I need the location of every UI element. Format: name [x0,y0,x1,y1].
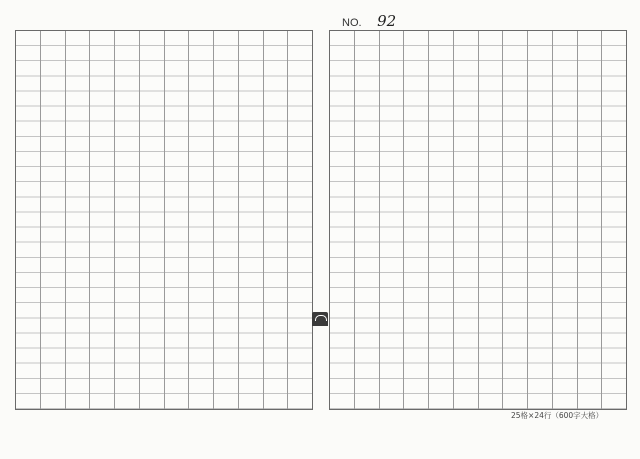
manuscript-column [114,31,139,409]
publisher-logo [311,312,329,336]
manuscript-column [213,31,238,409]
manuscript-column [188,31,213,409]
manuscript-column [428,31,453,409]
page-number-prefix: NO. [342,17,362,29]
manuscript-column [16,31,40,409]
manuscript-column [40,31,65,409]
manuscript-column [65,31,90,409]
manuscript-column [164,31,189,409]
page-number [342,12,409,31]
page-number-value: 92 [365,12,409,31]
manuscript-column [453,31,478,409]
manuscript-column [89,31,114,409]
paper-spec-label: 25格×24行（600字大格） [511,411,604,420]
manuscript-column [502,31,527,409]
manuscript-column [139,31,164,409]
manuscript-column [552,31,577,409]
manuscript-column [238,31,263,409]
left-grid-panel [15,30,313,410]
manuscript-column [330,31,354,409]
manuscript-column [527,31,552,409]
manuscript-column [263,31,288,409]
center-gutter [311,30,329,408]
manuscript-column [354,31,379,409]
right-grid-panel [329,30,627,410]
publisher-logo-icon [312,312,328,326]
manuscript-column [287,31,312,409]
manuscript-column [478,31,503,409]
manuscript-column [403,31,428,409]
manuscript-column [379,31,404,409]
manuscript-column [601,31,626,409]
manuscript-column [577,31,602,409]
